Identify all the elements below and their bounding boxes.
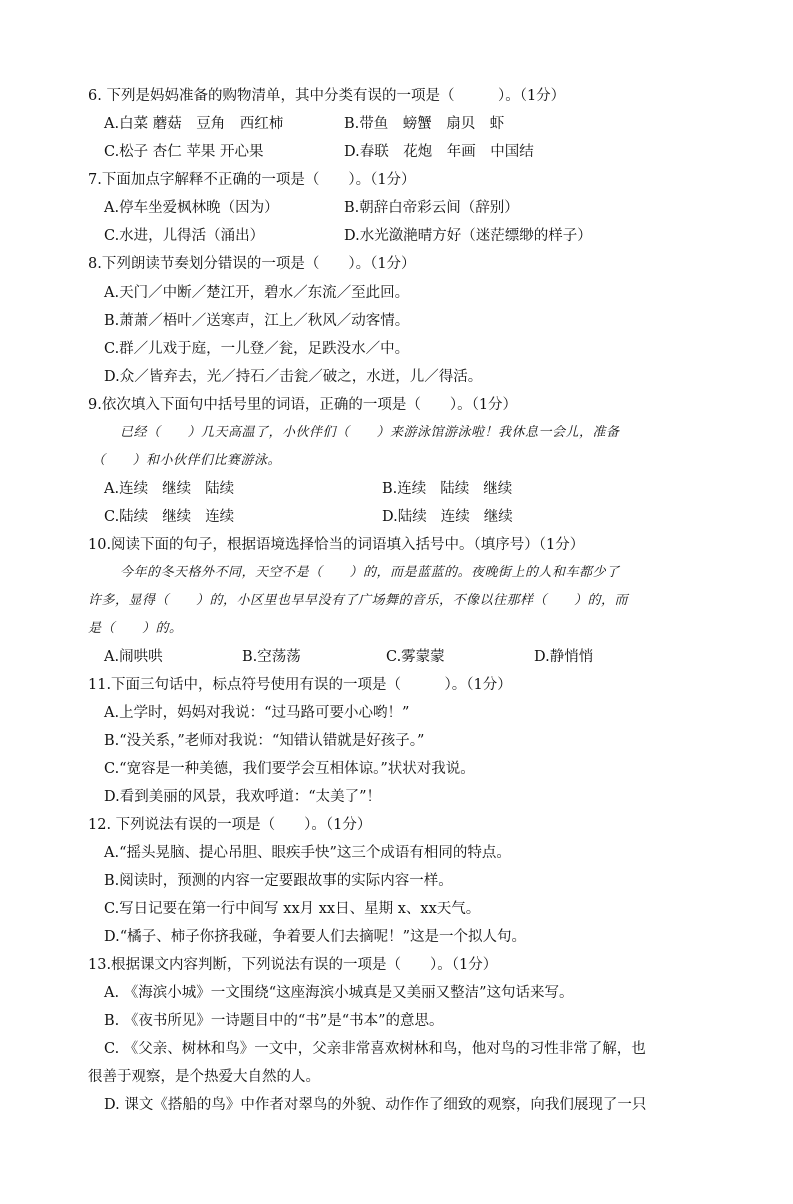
q11-option-a[interactable]: A.上学时，妈妈对我说：“过马路可要小心哟！” bbox=[104, 705, 410, 721]
q8-stem: 8.下列朗读节奏划分错误的一项是（ ）。（1分） bbox=[88, 256, 416, 272]
q6-options-row2 bbox=[0, 142, 793, 162]
q6-option-c[interactable]: C.松子 杏仁 苹果 开心果 bbox=[104, 144, 264, 160]
q9-option-c[interactable]: C.陆续 继续 连续 bbox=[104, 509, 235, 525]
q10-options bbox=[0, 647, 793, 667]
q10-option-b[interactable]: B.空荡荡 bbox=[242, 649, 301, 665]
q7-option-c[interactable]: C.水进，儿得活（涌出） bbox=[104, 228, 265, 244]
q9-option-b[interactable]: B.连续 陆续 继续 bbox=[382, 481, 513, 497]
q9-stem: 9.依次填入下面句中括号里的词语，正确的一项是（ ）。（1分） bbox=[88, 397, 518, 413]
q9-passage-line1: 已经（ ）几天高温了，小伙伴们（ ）来游泳馆游泳啦！我休息一会儿，准备 bbox=[120, 425, 620, 440]
q10-passage-line2: 许多，显得（ ）的，小区里也早早没有了广场舞的音乐，不像以往那样（ ）的，而 bbox=[88, 593, 629, 608]
q10-option-d[interactable]: D.静悄悄 bbox=[534, 649, 594, 665]
q13-stem: 13.根据课文内容判断，下列说法有误的一项是（ ）。（1分） bbox=[88, 957, 498, 973]
q11-option-c[interactable]: C.“宽容是一种美德，我们要学会互相体谅。”状状对我说。 bbox=[104, 761, 475, 777]
q6-option-a[interactable]: A.白菜 蘑菇 豆角 西红柿 bbox=[104, 116, 284, 132]
q9-options-row1 bbox=[0, 479, 793, 499]
q8-option-d[interactable]: D.众／皆弃去，光／持石／击瓮／破之，水迸，儿／得活。 bbox=[104, 369, 483, 385]
q10-option-c[interactable]: C.雾蒙蒙 bbox=[386, 649, 445, 665]
q10-passage-line1: 今年的冬天格外不同，天空不是（ ）的，而是蓝蓝的。夜晚街上的人和车都少了 bbox=[120, 565, 620, 580]
q12-option-d[interactable]: D.“橘子、柿子你挤我碰，争着要人们去摘呢！”这是一个拟人句。 bbox=[104, 929, 527, 945]
q10-stem: 10.阅读下面的句子，根据语境选择恰当的词语填入括号中。（填序号）（1分） bbox=[88, 537, 585, 553]
q6-options-row1 bbox=[0, 114, 793, 134]
q6-stem: 6. 下列是妈妈准备的购物清单，其中分类有误的一项是（ ）。（1分） bbox=[88, 88, 566, 104]
q7-stem: 7.下面加点字解释不正确的一项是（ ）。（1分） bbox=[88, 172, 416, 188]
q8-option-c[interactable]: C.群／儿戏于庭，一儿登／瓮，足跌没水／中。 bbox=[104, 341, 410, 357]
q13-option-b[interactable]: B. 《夜书所见》一诗题目中的“书”是“书本”的意思。 bbox=[104, 1013, 444, 1029]
q7-option-b[interactable]: B.朝辞白帝彩云间（辞别） bbox=[344, 200, 519, 216]
q7-options-row1 bbox=[0, 198, 793, 218]
q11-option-b[interactable]: B.“没关系，”老师对我说：“知错认错就是好孩子。” bbox=[104, 733, 425, 749]
q12-stem: 12. 下列说法有误的一项是（ ）。（1分） bbox=[88, 817, 372, 833]
q8-option-b[interactable]: B.萧萧／梧叶／送寒声，江上／秋风／动客情。 bbox=[104, 313, 410, 329]
q8-option-a[interactable]: A.天门／中断／楚江开，碧水／东流／至此回。 bbox=[104, 285, 410, 301]
q13-option-c-line1[interactable]: C. 《父亲、树林和鸟》一文中，父亲非常喜欢树林和鸟，他对鸟的习性非常了解，也 bbox=[104, 1041, 646, 1057]
q12-option-b[interactable]: B.阅读时，预测的内容一定要跟故事的实际内容一样。 bbox=[104, 873, 453, 889]
q10-passage-line3: 是（ ）的。 bbox=[88, 621, 183, 636]
q13-option-c-line2: 很善于观察，是个热爱大自然的人。 bbox=[88, 1069, 320, 1085]
q13-option-d-line1[interactable]: D. 课文《搭船的鸟》中作者对翠鸟的外貌、动作作了细致的观察，向我们展现了一只 bbox=[104, 1097, 647, 1113]
q6-option-d[interactable]: D.春联 花炮 年画 中国结 bbox=[344, 144, 534, 160]
q11-stem: 11.下面三句话中，标点符号使用有误的一项是（ ）。（1分） bbox=[88, 677, 512, 693]
q10-option-a[interactable]: A.闹哄哄 bbox=[104, 649, 163, 665]
q11-option-d[interactable]: D.看到美丽的风景，我欢呼道：“太美了”！ bbox=[104, 789, 382, 805]
q7-option-d[interactable]: D.水光潋滟晴方好（迷茫缥缈的样子） bbox=[344, 228, 592, 244]
q13-option-a[interactable]: A. 《海滨小城》一文围绕“这座海滨小城真是又美丽又整洁”这句话来写。 bbox=[104, 985, 574, 1001]
q9-passage-line2: （ ）和小伙伴们比赛游泳。 bbox=[92, 453, 282, 468]
q7-options-row2 bbox=[0, 226, 793, 246]
q12-option-a[interactable]: A.“摇头晃脑、提心吊胆、眼疾手快”这三个成语有相同的特点。 bbox=[104, 845, 511, 861]
q9-option-a[interactable]: A.连续 继续 陆续 bbox=[104, 481, 235, 497]
q6-option-b[interactable]: B.带鱼 螃蟹 扇贝 虾 bbox=[344, 116, 505, 132]
q12-option-c[interactable]: C.写日记要在第一行中间写 xx月 xx日、星期 x、xx天气。 bbox=[104, 901, 481, 917]
q9-options-row2 bbox=[0, 507, 793, 527]
q9-option-d[interactable]: D.陆续 连续 继续 bbox=[382, 509, 513, 525]
q7-option-a[interactable]: A.停车坐爱枫林晚（因为） bbox=[104, 200, 279, 216]
